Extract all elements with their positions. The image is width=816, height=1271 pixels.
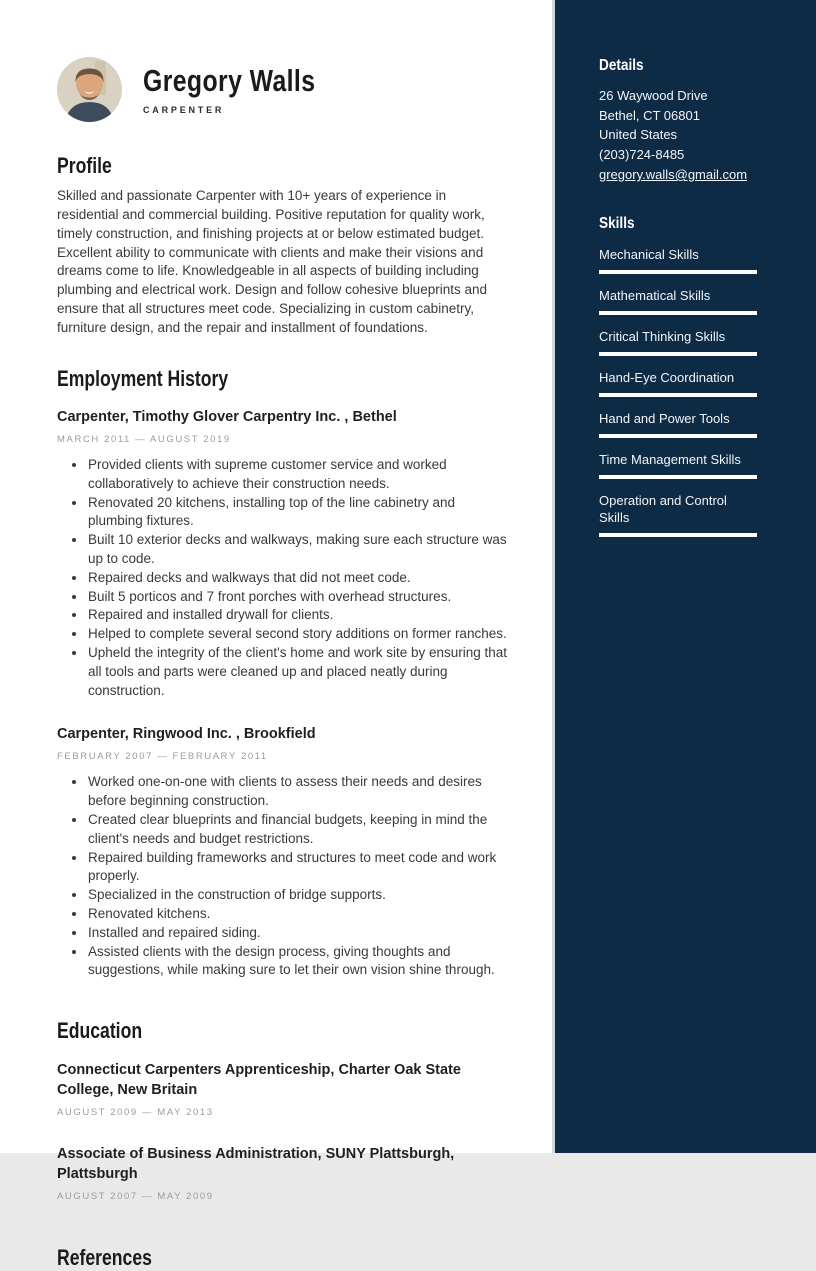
education-title: Connecticut Carpenters Apprenticeship, Charter Oak State College, New Britain [57,1062,461,1099]
job-bullet: • Repaired decks and walkways that did not meet code. [87,569,510,588]
skill-label: Hand-Eye Coordination [599,369,735,385]
skill-bar-fill [599,393,757,397]
details-section [599,57,757,185]
skill-label: Mechanical Skills [599,246,699,262]
education-dates: AUGUST 2009 — MAY 2013 [57,1107,214,1119]
job-bullet: • Renovated 20 kitchens, installing top of the line cabinetry and plumbing fixtures. [87,494,510,532]
job-entry [57,407,510,700]
job-bullet-list [57,456,510,700]
header [57,57,510,122]
job-bullet: • Created clear blueprints and financial budgets, keeping in mind the client's needs and budget restrictions. [87,811,510,849]
job-title: Carpenter, Timothy Glover Carpentry Inc. , Bethel [57,408,397,425]
skill-bar-fill [599,475,757,479]
skill-bar [599,270,757,274]
skill-bar [599,533,757,537]
details-heading: Details [599,57,644,74]
references-heading: References [57,1245,152,1271]
employment-heading: Employment History [57,365,229,391]
skill-bar [599,352,757,356]
sidebar [552,0,816,1153]
skills-section [599,215,757,537]
job-bullet: • Repaired and installed drywall for clients. [87,606,510,625]
job-title: Carpenter, Ringwood Inc. , Brookfield [57,726,316,743]
profile-section [57,153,510,338]
job-bullet: • Repaired building frameworks and structures to meet code and work properly. [87,849,510,887]
profile-heading: Profile [57,153,112,178]
job-bullet: • Built 5 porticos and 7 front porches with overhead structures. [87,588,510,607]
job-bullet: • Worked one-on-one with clients to assess their needs and desires before beginning construction. [87,773,510,811]
job-bullet: • Built 10 exterior decks and walkways, making sure each structure was up to code. [87,531,510,569]
skill-bar [599,475,757,479]
skill-bar-fill [599,533,757,537]
education-entry [57,1060,510,1118]
job-bullet: • Provided clients with supreme customer service and worked collaboratively to achieve their construction needs. [87,456,510,494]
skill-label: Time Management Skills [599,451,741,467]
education-title: Associate of Business Administration, SUNY Plattsburgh, Plattsburgh [57,1146,455,1183]
skill-item [599,328,757,356]
skill-label: Critical Thinking Skills [599,328,726,344]
job-bullet: • Installed and repaired siding. [87,924,510,943]
skill-bar-fill [599,270,757,274]
job-dates: FEBRUARY 2007 — FEBRUARY 2011 [57,751,268,763]
skill-bar-fill [599,311,757,315]
profile-summary: Skilled and passionate Carpenter with 10+ years of experience in residential and commercial building. Positive reputation for quality work, timely construction, and finishing projects at or below estimated budget. Excellent ability to communicate with clients and make their visions and dreams come to life. Knowledgeable in all aspects of building including plumbing and electrical work. Design and follow cohesive blueprints and ensure that all structures meet code. Specializing in custom cabinetry, furniture design, and the repair and installment of foundations. [57,188,487,335]
skill-label: Hand and Power Tools [599,410,730,426]
address-line-2: Bethel, CT 06801 [599,107,700,123]
skill-item [599,492,757,537]
candidate-name: Gregory Walls [143,62,316,98]
job-bullet: • Upheld the integrity of the client's home and work site by ensuring that all tools and parts were cleaned up and placed neatly during construction. [87,644,510,700]
skill-item [599,410,757,438]
profile-photo [57,57,122,122]
skill-bar [599,434,757,438]
avatar-illustration [57,57,122,122]
skill-bar [599,311,757,315]
address-country: United States [599,127,678,142]
skills-heading: Skills [599,214,635,232]
name-block [143,64,359,115]
job-bullet-list [57,773,510,980]
skill-item [599,287,757,315]
skill-bar-fill [599,434,757,438]
address-line-1: 26 Waywood Drive [599,88,708,103]
job-bullet: • Assisted clients with the design process, giving thoughts and suggestions, while making sure to let their own vision shine through. [87,943,510,981]
education-heading: Education [57,1018,143,1044]
employment-section [57,366,510,980]
email-link[interactable]: gregory.walls@gmail.com [599,167,748,182]
skill-item [599,369,757,397]
skill-item [599,451,757,479]
skill-item [599,246,757,274]
skill-bar [599,393,757,397]
job-entry [57,724,510,980]
job-bullet: • Specialized in the construction of bridge supports. [87,886,510,905]
phone-number: (203)724-8485 [599,146,685,162]
job-bullet: • Helped to complete several second story additions on former ranches. [87,625,510,644]
skill-label: Mathematical Skills [599,287,711,303]
contact-details [599,86,757,185]
job-dates: MARCH 2011 — AUGUST 2019 [57,433,231,445]
candidate-title: CARPENTER [143,105,225,116]
education-dates: AUGUST 2007 — MAY 2009 [57,1191,214,1203]
education-section [57,1018,510,1202]
skill-label: Operation and Control Skills [599,492,727,525]
education-entry [57,1144,510,1202]
skill-bar-fill [599,352,757,356]
references-section [57,1245,510,1270]
job-bullet: • Renovated kitchens. [87,905,510,924]
